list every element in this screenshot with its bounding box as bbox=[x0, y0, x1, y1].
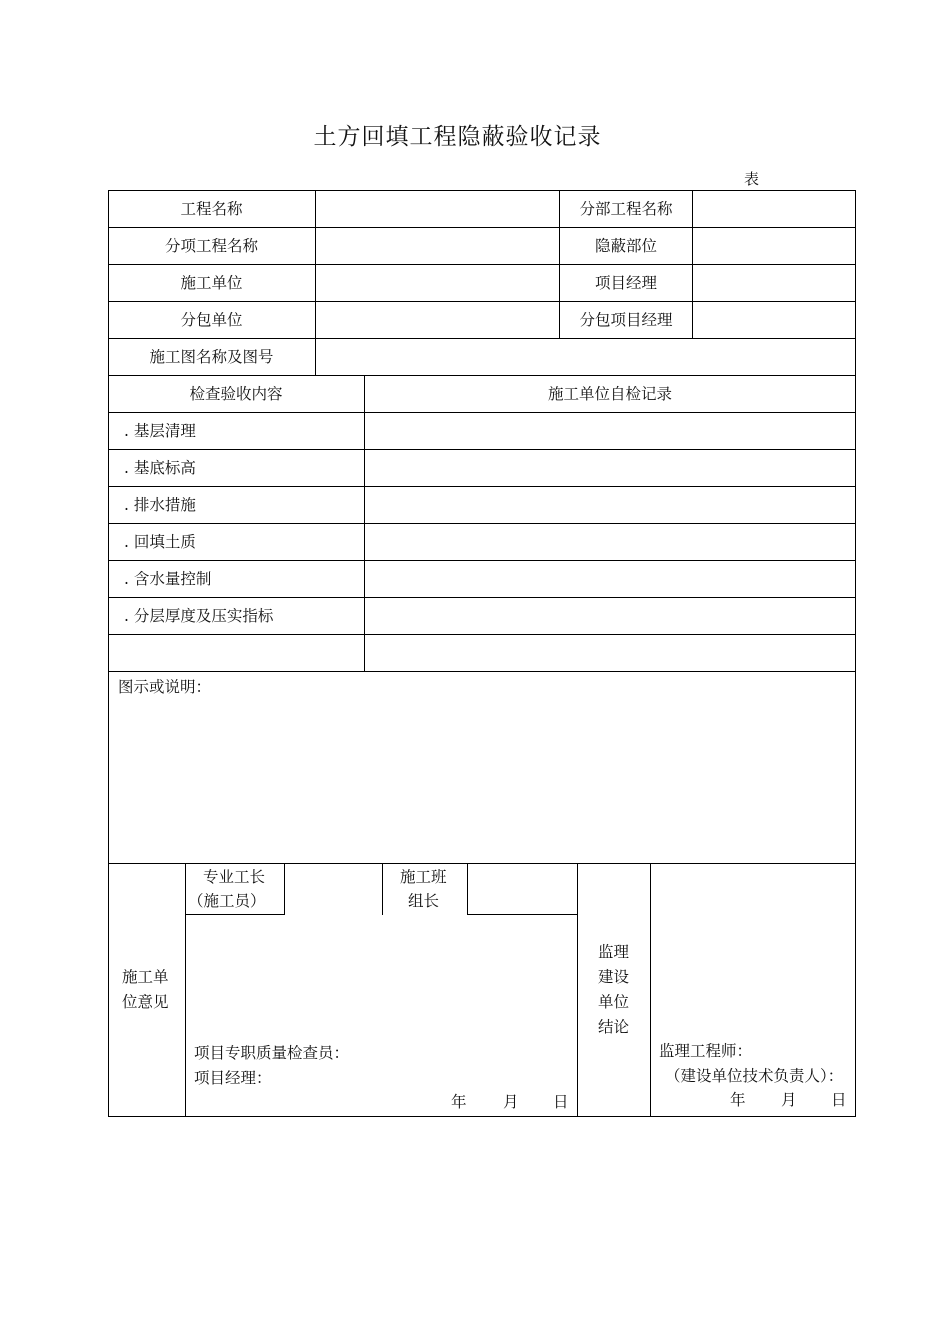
diagram-notes-area[interactable] bbox=[109, 700, 855, 862]
sub-project-manager-label: 分包项目经理 bbox=[579, 311, 673, 329]
self-check-field[interactable] bbox=[365, 450, 855, 486]
divider bbox=[382, 863, 383, 915]
table-number-label: 表 bbox=[744, 170, 760, 188]
check-item-backfill-soil: . 回填土质 bbox=[124, 533, 196, 551]
drawing-name-label: 施工图名称及图号 bbox=[149, 348, 274, 366]
border bbox=[855, 190, 856, 1117]
owner-tech-lead-label: （建设单位技术负责人）： bbox=[665, 1067, 844, 1085]
self-check-field[interactable] bbox=[365, 598, 855, 634]
unit-opinion-label: 位意见 bbox=[122, 993, 169, 1011]
supervision-conclusion-label: 单位 bbox=[598, 993, 630, 1011]
self-check-header: 施工单位自检记录 bbox=[547, 385, 672, 403]
concealed-part-label: 隐蔽部位 bbox=[594, 237, 657, 255]
contractor-label: 施工单位 bbox=[180, 274, 243, 292]
check-item-moisture-control: . 含水量控制 bbox=[124, 570, 212, 588]
date-month: 月 bbox=[781, 1091, 797, 1109]
supervision-conclusion-label: 建设 bbox=[598, 968, 630, 986]
date-year: 年 bbox=[451, 1093, 467, 1111]
project-manager-field[interactable] bbox=[693, 265, 855, 301]
project-manager-label: 项目经理 bbox=[594, 274, 657, 292]
self-check-field[interactable] bbox=[365, 524, 855, 560]
divider bbox=[468, 914, 578, 915]
check-item-base-elevation: . 基底标高 bbox=[124, 459, 196, 477]
qc-inspector-label: 项目专职质量检查员： bbox=[194, 1044, 350, 1062]
border bbox=[108, 1116, 856, 1117]
drawing-name-field[interactable] bbox=[316, 339, 855, 375]
self-check-field[interactable] bbox=[365, 635, 855, 671]
contractor-field[interactable] bbox=[316, 265, 559, 301]
team-leader-label: 施工班 bbox=[400, 868, 447, 886]
item-project-name-label: 分项工程名称 bbox=[164, 237, 258, 255]
subcontractor-field[interactable] bbox=[316, 302, 559, 338]
unit-opinion-label: 施工单 bbox=[122, 968, 169, 986]
foreman-signature-field[interactable] bbox=[285, 864, 382, 914]
sub-project-manager-field[interactable] bbox=[693, 302, 855, 338]
sub-project-name-label: 分部工程名称 bbox=[579, 200, 673, 218]
page-title: 土方回填工程隐蔽验收记录 bbox=[313, 124, 602, 150]
check-item-layer-compaction: . 分层厚度及压实指标 bbox=[124, 607, 274, 625]
supervision-conclusion-label: 结论 bbox=[598, 1018, 630, 1036]
concealed-part-field[interactable] bbox=[693, 228, 855, 264]
divider bbox=[650, 863, 651, 1117]
divider bbox=[108, 671, 856, 672]
check-item-blank[interactable] bbox=[108, 635, 364, 671]
self-check-field[interactable] bbox=[365, 413, 855, 449]
diagram-notes-label: 图示或说明： bbox=[118, 678, 212, 696]
team-leader-signature-field[interactable] bbox=[468, 864, 577, 914]
foreman-label: 专业工长 bbox=[203, 868, 266, 886]
date-day: 日 bbox=[553, 1093, 569, 1111]
team-leader-label: 组长 bbox=[408, 892, 440, 910]
project-name-label: 工程名称 bbox=[180, 200, 243, 218]
divider bbox=[577, 863, 578, 1117]
self-check-field[interactable] bbox=[365, 487, 855, 523]
subcontractor-label: 分包单位 bbox=[180, 311, 243, 329]
divider bbox=[186, 914, 285, 915]
self-check-field[interactable] bbox=[365, 561, 855, 597]
divider bbox=[185, 863, 186, 1117]
project-name-field[interactable] bbox=[316, 191, 559, 227]
check-item-drainage: . 排水措施 bbox=[124, 496, 196, 514]
project-manager-sign-label: 项目经理： bbox=[194, 1069, 272, 1087]
date-day: 日 bbox=[831, 1091, 847, 1109]
check-content-header: 检查验收内容 bbox=[189, 385, 283, 403]
supervision-engineer-label: 监理工程师： bbox=[659, 1042, 753, 1060]
date-year: 年 bbox=[730, 1091, 746, 1109]
check-item-base-cleaning: . 基层清理 bbox=[124, 422, 196, 440]
supervision-conclusion-label: 监理 bbox=[598, 943, 630, 961]
date-month: 月 bbox=[503, 1093, 519, 1111]
foreman-label: （施工员） bbox=[188, 892, 266, 910]
sub-project-name-field[interactable] bbox=[693, 191, 855, 227]
item-project-name-field[interactable] bbox=[316, 228, 559, 264]
